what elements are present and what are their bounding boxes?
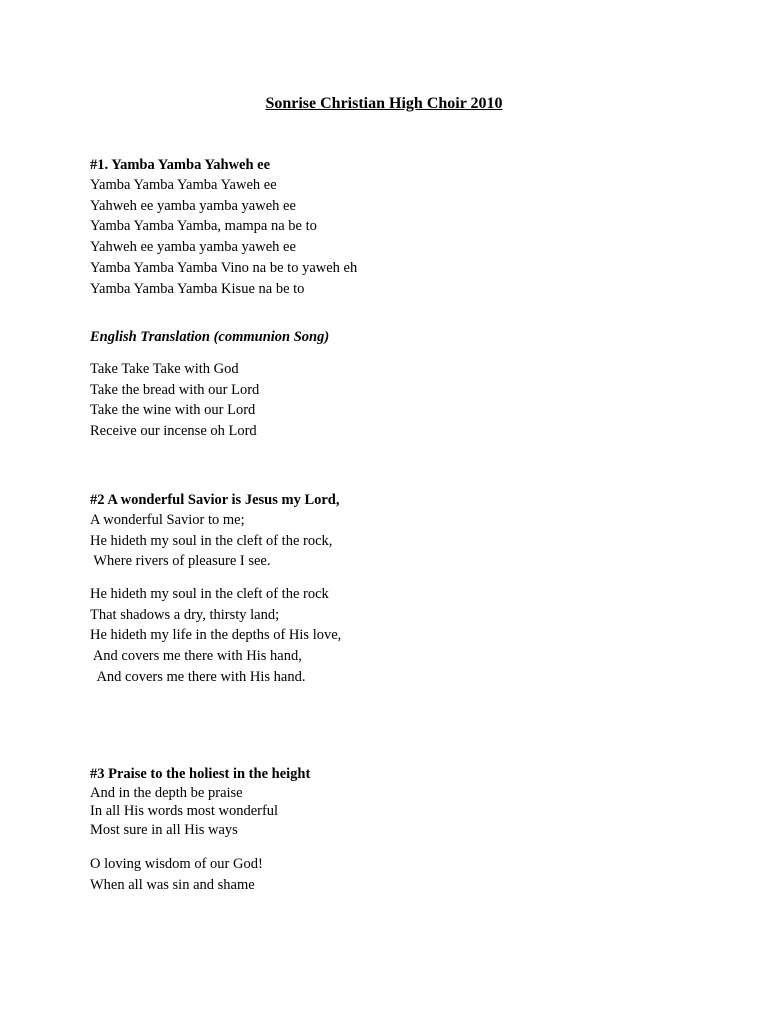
song-1	[90, 155, 730, 299]
song-1-heading: #1. Yamba Yamba Yahweh ee	[90, 157, 271, 173]
song-3	[90, 765, 730, 839]
lyric-line: When all was sin and shame	[90, 876, 255, 893]
lyric-line: He hideth my soul in the cleft of the rock	[90, 586, 329, 602]
lyric-line: Yahweh ee yamba yamba yaweh ee	[90, 197, 296, 214]
lyric-line: He hideth my soul in the cleft of the rock,	[90, 532, 333, 549]
translation-line: Take the wine with our Lord	[90, 402, 256, 419]
lyric-line: Most sure in all His ways	[90, 821, 238, 838]
lyric-line: Yamba Yamba Yamba Kisue na be to	[90, 280, 305, 297]
lyric-line: O loving wisdom of our God!	[90, 856, 263, 872]
lyric-line: Yamba Yamba Yamba, mampa na be to	[90, 218, 317, 235]
song-3-verse-2	[90, 854, 730, 895]
song-2-heading: #2 A wonderful Savior is Jesus my Lord,	[90, 492, 340, 508]
song-3-heading: #3 Praise to the holiest in the height	[90, 766, 311, 782]
lyric-line: And covers me there with His hand.	[90, 668, 306, 685]
translation-line: Receive our incense oh Lord	[90, 423, 257, 440]
song-1-translation-heading-block	[90, 327, 730, 347]
translation-heading: English Translation (communion Song)	[90, 329, 330, 345]
lyric-line: Yamba Yamba Yamba Yaweh ee	[90, 177, 277, 193]
lyric-line: A wonderful Savior to me;	[90, 512, 245, 528]
lyric-line: And in the depth be praise	[90, 785, 243, 801]
song-2-verse-2	[90, 584, 730, 688]
document-title: Sonrise Christian High Choir 2010	[265, 95, 503, 112]
lyric-line: He hideth my life in the depths of His love,	[90, 627, 342, 644]
lyric-line: Where rivers of pleasure I see.	[90, 553, 271, 570]
lyric-line: Yamba Yamba Yamba Vino na be to yaweh eh	[90, 259, 358, 276]
translation-line: Take the bread with our Lord	[90, 381, 260, 398]
song-1-translation	[90, 359, 730, 442]
lyric-line: In all His words most wonderful	[90, 803, 279, 820]
song-2	[90, 490, 730, 572]
lyric-line: That shadows a dry, thirsty land;	[90, 606, 280, 623]
lyric-line: Yahweh ee yamba yamba yaweh ee	[90, 239, 296, 256]
translation-line: Take Take Take with God	[90, 361, 239, 377]
lyric-line: And covers me there with His hand,	[90, 648, 302, 665]
